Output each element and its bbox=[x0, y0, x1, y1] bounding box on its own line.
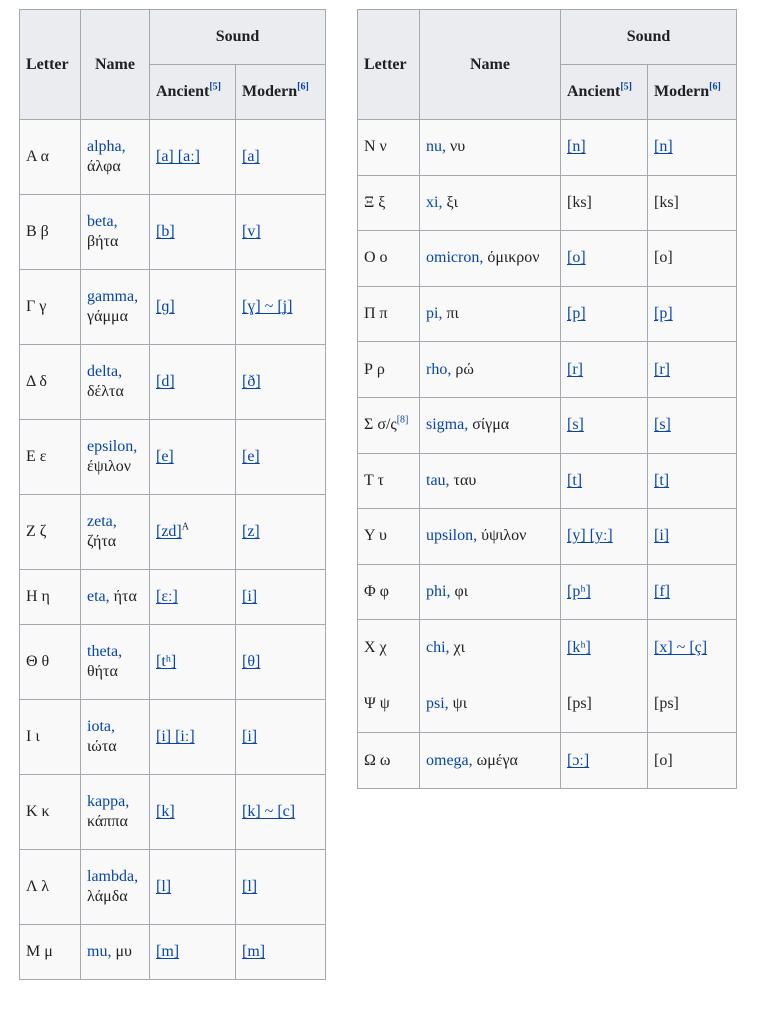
ipa-link[interactable]: [ps] bbox=[567, 695, 592, 713]
ipa-link[interactable]: [i] bbox=[654, 527, 670, 545]
name-cell bbox=[420, 453, 561, 509]
letter-text: Τ τ bbox=[364, 471, 384, 489]
ipa-link: [ks] bbox=[654, 193, 679, 211]
letter-cell bbox=[20, 925, 81, 980]
letter-cell bbox=[358, 509, 420, 565]
header-letter: Letter bbox=[358, 10, 420, 120]
alphabet-table-right bbox=[357, 9, 737, 789]
ancient-sound-cell bbox=[150, 420, 236, 495]
letter-text: Ζ ζ bbox=[26, 523, 47, 540]
name-link[interactable]: eta, bbox=[87, 588, 110, 605]
name-link[interactable]: omicron, bbox=[426, 249, 484, 267]
header-ancient: Ancient[5] bbox=[150, 65, 236, 120]
ipa-link[interactable]: [f] bbox=[654, 583, 670, 601]
letter-text: Λ λ bbox=[26, 878, 49, 895]
modern-sound-cell bbox=[648, 286, 737, 342]
letter-text: Π π bbox=[364, 305, 388, 323]
table-body-left bbox=[20, 120, 326, 980]
ancient-reference-link[interactable]: [5] bbox=[209, 81, 221, 93]
greek-name: νυ bbox=[450, 138, 466, 156]
table-row bbox=[358, 564, 737, 620]
letter-cell bbox=[20, 495, 81, 570]
letter-cell bbox=[358, 733, 420, 789]
table-row bbox=[20, 925, 326, 980]
letter-cell bbox=[358, 120, 420, 176]
ipa-link: [ks] bbox=[567, 193, 592, 211]
ancient-sound-cell bbox=[150, 270, 236, 345]
name-link[interactable]: iota, bbox=[87, 718, 115, 735]
name-link[interactable]: rho, bbox=[426, 360, 452, 378]
table-row bbox=[358, 397, 737, 453]
ancient-sound-cell bbox=[561, 120, 648, 176]
greek-name: ψι bbox=[452, 695, 467, 713]
greek-name: λάμδα bbox=[87, 888, 128, 905]
letter-cell bbox=[358, 342, 420, 398]
name-cell bbox=[81, 570, 150, 625]
table-row bbox=[20, 700, 326, 775]
ipa-link[interactable]: [θ] bbox=[242, 653, 261, 670]
name-cell bbox=[420, 564, 561, 620]
ipa-link[interactable]: [n] bbox=[654, 138, 673, 156]
name-line bbox=[426, 620, 560, 676]
ipa-link[interactable]: [v] bbox=[242, 223, 261, 240]
letter-cell bbox=[20, 195, 81, 270]
modern-sound-cell bbox=[236, 700, 326, 775]
header-name: Name bbox=[420, 10, 561, 120]
ipa-link[interactable]: [ɡ] bbox=[156, 298, 175, 315]
modern-sound-cell bbox=[648, 175, 737, 231]
table-row bbox=[358, 342, 737, 398]
modern-sound-cell bbox=[648, 397, 737, 453]
ipa-link[interactable]: [r] bbox=[567, 360, 583, 378]
letter-cell bbox=[358, 397, 420, 453]
ipa-link[interactable]: [n] bbox=[567, 138, 586, 156]
greek-name: ωμέγα bbox=[476, 751, 518, 769]
greek-name: κάππα bbox=[87, 813, 128, 830]
ipa-link[interactable]: [t] bbox=[567, 471, 583, 489]
table-row bbox=[20, 420, 326, 495]
ancient-sound-cell bbox=[150, 345, 236, 420]
name-link[interactable]: omega, bbox=[426, 751, 473, 769]
table-row bbox=[358, 509, 737, 565]
ancient-sound-cell bbox=[561, 620, 648, 733]
ipa-link[interactable]: [b] bbox=[156, 223, 175, 240]
ancient-sound-cell bbox=[561, 175, 648, 231]
letter-cell bbox=[358, 286, 420, 342]
table-row bbox=[20, 625, 326, 700]
ancient-sound-cell bbox=[150, 120, 236, 195]
ipa-link[interactable]: [p] bbox=[567, 305, 586, 323]
greek-name: ταυ bbox=[453, 471, 477, 489]
name-cell bbox=[81, 495, 150, 570]
ipa-link[interactable]: [e] bbox=[242, 448, 260, 465]
modern-sound-cell bbox=[236, 270, 326, 345]
table-row bbox=[20, 120, 326, 195]
header-modern: Modern[6] bbox=[236, 65, 326, 120]
name-cell bbox=[420, 509, 561, 565]
name-link[interactable]: beta, bbox=[87, 213, 118, 230]
letter-cell bbox=[20, 120, 81, 195]
name-cell bbox=[81, 700, 150, 775]
name-link[interactable]: pi, bbox=[426, 305, 443, 323]
ipa-link[interactable]: [ɔː] bbox=[567, 751, 590, 769]
letter-cell bbox=[358, 620, 420, 733]
greek-name: ιώτα bbox=[87, 738, 117, 755]
ancient-sound-cell bbox=[150, 700, 236, 775]
letter-text: Σ σ/ς bbox=[364, 416, 397, 434]
ancient-sound-cell bbox=[561, 231, 648, 287]
modern-sound-cell bbox=[236, 345, 326, 420]
table-row bbox=[358, 120, 737, 176]
name-cell bbox=[81, 270, 150, 345]
letter-text: Ι ι bbox=[26, 728, 40, 745]
ipa-link[interactable]: [t] bbox=[654, 471, 670, 489]
modern-sound-cell bbox=[236, 495, 326, 570]
modern-sound-cell bbox=[236, 850, 326, 925]
greek-name: χι bbox=[453, 639, 465, 657]
ancient-sound-cell bbox=[561, 733, 648, 789]
table-row bbox=[20, 495, 326, 570]
greek-name: θήτα bbox=[87, 663, 118, 680]
modern-sound-cell bbox=[648, 564, 737, 620]
modern-reference-link[interactable]: [6] bbox=[709, 81, 721, 93]
letter-cell bbox=[20, 700, 81, 775]
ipa-link[interactable]: [z] bbox=[242, 523, 260, 540]
header-modern: Modern[6] bbox=[648, 65, 737, 120]
ipa-link[interactable]: [tʰ] bbox=[156, 653, 177, 670]
ipa-link[interactable]: [k] bbox=[156, 803, 175, 820]
letter-text: Ν ν bbox=[364, 138, 387, 156]
ancient-sound-cell bbox=[150, 195, 236, 270]
name-link[interactable]: tau, bbox=[426, 471, 450, 489]
name-cell bbox=[81, 120, 150, 195]
letter-cell bbox=[20, 420, 81, 495]
modern-sound-cell bbox=[236, 120, 326, 195]
modern-sound-cell bbox=[648, 453, 737, 509]
ipa-link[interactable]: [l] bbox=[156, 878, 172, 895]
name-link[interactable]: gamma, bbox=[87, 288, 139, 305]
letter-cell-text: Ψ ψ bbox=[364, 695, 390, 713]
ipa-link[interactable]: [y] [yː] bbox=[567, 527, 613, 545]
name-link[interactable]: epsilon, bbox=[87, 438, 138, 455]
ipa-link[interactable]: [m] bbox=[242, 943, 266, 960]
ancient-sound-cell bbox=[561, 564, 648, 620]
modern-sound-cell bbox=[648, 733, 737, 789]
ancient-sound-cell bbox=[150, 625, 236, 700]
alphabet-table-left bbox=[19, 9, 326, 980]
letter-text: Η η bbox=[26, 588, 50, 605]
modern-sound-cell bbox=[648, 120, 737, 176]
letter-text: Ε ε bbox=[26, 448, 47, 465]
modern-sound-cell bbox=[648, 342, 737, 398]
modern-sound-cell bbox=[236, 775, 326, 850]
table-row bbox=[358, 733, 737, 789]
table-body-right bbox=[358, 120, 737, 789]
greek-name: δέλτα bbox=[87, 383, 124, 400]
ipa-link[interactable]: [pʰ] bbox=[567, 583, 591, 601]
letter-text: Α α bbox=[26, 148, 50, 165]
greek-name: όμικρον bbox=[487, 249, 540, 267]
letter-cell bbox=[358, 175, 420, 231]
ipa-link[interactable]: [l] bbox=[242, 878, 258, 895]
name-cell bbox=[81, 850, 150, 925]
greek-name: άλφα bbox=[87, 158, 121, 175]
ipa-link[interactable]: [zd] bbox=[156, 523, 182, 540]
ancient-sound-cell bbox=[561, 286, 648, 342]
ancient-sound-cell bbox=[561, 397, 648, 453]
letter-cell bbox=[358, 231, 420, 287]
greek-name: βήτα bbox=[87, 233, 119, 250]
header-sound: Sound bbox=[561, 10, 737, 65]
letter-cell bbox=[20, 625, 81, 700]
ipa-link[interactable]: [s] bbox=[654, 416, 671, 434]
name-link[interactable]: phi, bbox=[426, 583, 451, 601]
letter-text: Γ γ bbox=[26, 298, 47, 315]
ancient-sound-cell bbox=[150, 495, 236, 570]
name-link[interactable]: theta, bbox=[87, 643, 123, 660]
name-link[interactable]: xi, bbox=[426, 193, 443, 211]
letter-text: Ω ω bbox=[364, 751, 391, 769]
name-cell bbox=[81, 345, 150, 420]
name-link[interactable]: nu, bbox=[426, 138, 446, 156]
ipa-link[interactable]: [s] bbox=[567, 416, 584, 434]
letter-cell-text: Χ χ bbox=[364, 639, 387, 657]
letter-cell bbox=[358, 453, 420, 509]
name-link[interactable]: lambda, bbox=[87, 868, 139, 885]
greek-name: μυ bbox=[115, 943, 132, 960]
letter-text: Δ δ bbox=[26, 373, 47, 390]
ancient-reference-link[interactable]: [5] bbox=[620, 81, 632, 93]
name-link[interactable]: mu, bbox=[87, 943, 112, 960]
greek-name: έψιλον bbox=[87, 458, 132, 475]
letter-cell bbox=[20, 270, 81, 345]
header-name: Name bbox=[81, 10, 150, 120]
name-cell bbox=[81, 195, 150, 270]
ipa-link[interactable]: [x] ~ [ç] bbox=[654, 639, 708, 657]
modern-reference-link[interactable]: [6] bbox=[297, 81, 309, 93]
greek-name: γάμμα bbox=[87, 308, 128, 325]
ipa-link[interactable]: [i] bbox=[242, 588, 258, 605]
letter-text: Θ θ bbox=[26, 653, 50, 670]
name-cell bbox=[420, 286, 561, 342]
header-ancient: Ancient[5] bbox=[561, 65, 648, 120]
ipa-link[interactable]: [r] bbox=[654, 360, 670, 378]
name-cell bbox=[420, 620, 561, 733]
table-row bbox=[358, 453, 737, 509]
greek-name: πι bbox=[446, 305, 459, 323]
ipa-link[interactable]: [i] [iː] bbox=[156, 728, 195, 745]
modern-sound-cell bbox=[648, 620, 737, 733]
ipa-link[interactable]: [o] bbox=[567, 249, 586, 267]
ipa-link[interactable]: [ð] bbox=[242, 373, 261, 390]
ipa-link[interactable]: [m] bbox=[156, 943, 180, 960]
letter-text: Υ υ bbox=[364, 527, 387, 545]
ipa-link[interactable]: [kʰ] bbox=[567, 639, 591, 657]
name-line bbox=[426, 676, 560, 732]
ipa-link: [o] bbox=[654, 249, 673, 267]
name-link[interactable]: psi, bbox=[426, 695, 449, 713]
name-cell bbox=[420, 120, 561, 176]
name-link[interactable]: sigma, bbox=[426, 416, 469, 434]
header-letter: Letter bbox=[20, 10, 81, 120]
table-row bbox=[20, 775, 326, 850]
footnote-marker: A bbox=[181, 521, 189, 533]
modern-sound-cell bbox=[648, 231, 737, 287]
ipa-link: [o] bbox=[654, 751, 673, 769]
name-cell bbox=[420, 342, 561, 398]
header-sound: Sound bbox=[150, 10, 326, 65]
letter-cell bbox=[20, 345, 81, 420]
letter-text: Β β bbox=[26, 223, 49, 240]
greek-name: ξι bbox=[446, 193, 458, 211]
modern-sound-cell bbox=[236, 195, 326, 270]
letter-cell bbox=[20, 850, 81, 925]
modern-sound-cell bbox=[648, 509, 737, 565]
name-cell bbox=[81, 775, 150, 850]
greek-name: σίγμα bbox=[472, 416, 510, 434]
ancient-sound-cell bbox=[150, 925, 236, 980]
ancient-sound-cell bbox=[561, 453, 648, 509]
table-row bbox=[20, 850, 326, 925]
table-row bbox=[358, 175, 737, 231]
name-link[interactable]: chi, bbox=[426, 639, 450, 657]
letter-text: Κ κ bbox=[26, 803, 50, 820]
greek-name: φι bbox=[454, 583, 468, 601]
table-row bbox=[20, 195, 326, 270]
name-cell bbox=[420, 733, 561, 789]
modern-sound-cell bbox=[236, 925, 326, 980]
letter-cell bbox=[358, 564, 420, 620]
name-link[interactable]: delta, bbox=[87, 363, 123, 380]
ipa-link[interactable]: [p] bbox=[654, 305, 673, 323]
letter-reference-link[interactable]: [8] bbox=[396, 414, 409, 426]
table-row bbox=[20, 270, 326, 345]
modern-sound-cell bbox=[236, 625, 326, 700]
greek-name: ζήτα bbox=[87, 533, 117, 550]
ancient-sound-cell bbox=[150, 775, 236, 850]
ancient-sound-cell bbox=[561, 342, 648, 398]
ipa-link[interactable]: [a] bbox=[242, 148, 260, 165]
greek-name: ύψιλον bbox=[481, 527, 527, 545]
table-row bbox=[358, 620, 737, 733]
ancient-sound-cell bbox=[561, 509, 648, 565]
name-link[interactable]: zeta, bbox=[87, 513, 117, 530]
greek-name: ήτα bbox=[113, 588, 137, 605]
table-row bbox=[358, 286, 737, 342]
modern-sound-cell bbox=[236, 420, 326, 495]
letter-cell bbox=[20, 570, 81, 625]
modern-sound-cell bbox=[236, 570, 326, 625]
ipa-link[interactable]: [ɣ] ~ [ʝ] bbox=[242, 298, 293, 315]
table-row bbox=[358, 231, 737, 287]
name-cell bbox=[420, 175, 561, 231]
ipa-link[interactable]: [e] bbox=[156, 448, 174, 465]
ipa-link[interactable]: [k] ~ [c] bbox=[242, 803, 296, 820]
name-link[interactable]: upsilon, bbox=[426, 527, 478, 545]
ancient-sound-cell bbox=[150, 850, 236, 925]
ipa-link[interactable]: [ps] bbox=[654, 695, 679, 713]
ipa-link[interactable]: [d] bbox=[156, 373, 175, 390]
letter-text: Ο ο bbox=[364, 249, 388, 267]
letter-text: Ρ ρ bbox=[364, 360, 385, 378]
ipa-link[interactable]: [a] [aː] bbox=[156, 148, 200, 165]
ipa-link[interactable]: [i] bbox=[242, 728, 258, 745]
table-row bbox=[20, 570, 326, 625]
letter-text: Ξ ξ bbox=[364, 193, 386, 211]
ipa-link[interactable]: [ɛː] bbox=[156, 588, 178, 605]
table-row bbox=[20, 345, 326, 420]
name-link[interactable]: alpha, bbox=[87, 138, 126, 155]
name-cell bbox=[81, 625, 150, 700]
ancient-sound-cell bbox=[150, 570, 236, 625]
name-cell bbox=[420, 231, 561, 287]
name-cell bbox=[81, 925, 150, 980]
letter-cell bbox=[20, 775, 81, 850]
letter-text: Μ μ bbox=[26, 943, 53, 960]
name-cell bbox=[81, 420, 150, 495]
name-link[interactable]: kappa, bbox=[87, 793, 130, 810]
letter-text: Φ φ bbox=[364, 583, 389, 601]
name-cell bbox=[420, 397, 561, 453]
greek-name: ρώ bbox=[455, 360, 474, 378]
